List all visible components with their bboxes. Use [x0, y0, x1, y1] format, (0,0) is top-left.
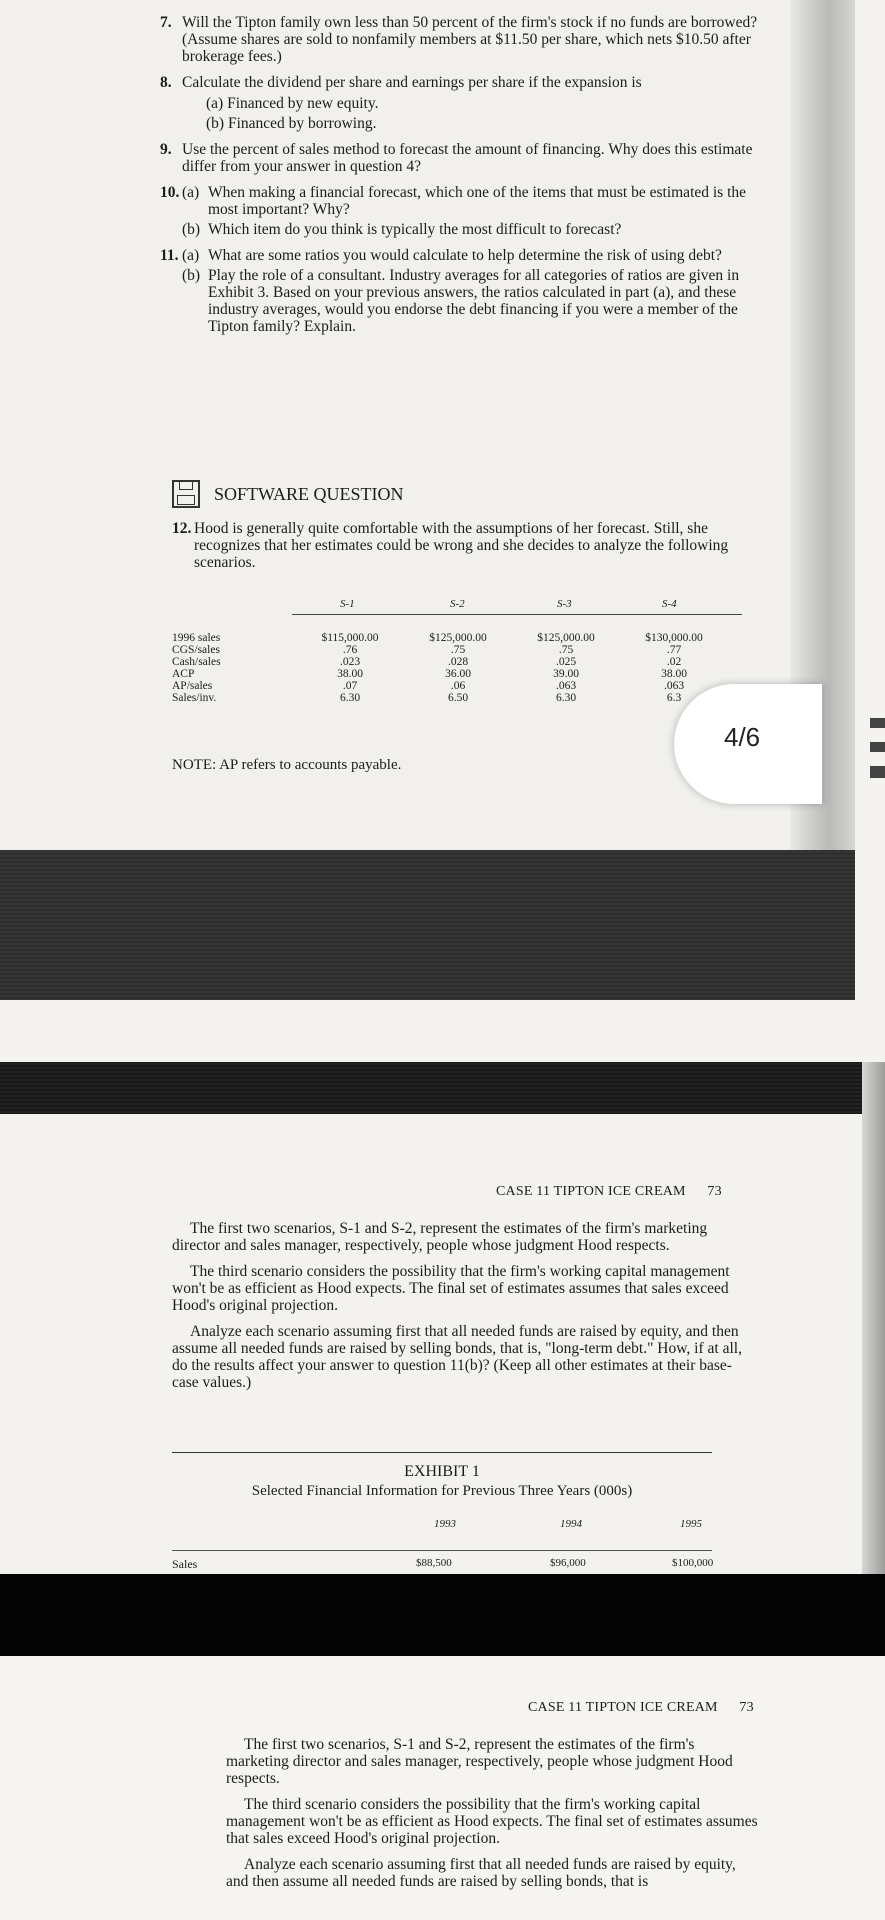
- question-12: [172, 520, 762, 571]
- exhibit-row-label: Sales: [172, 1557, 198, 1571]
- table-cell: .07: [342, 680, 358, 692]
- table-cell: .77: [666, 644, 682, 656]
- question-number: 8.: [160, 74, 172, 91]
- paragraph: Analyze each scenario assuming first that all needed funds are raised by equity, and then assume all needed funds are raised by selling bonds, that is: [226, 1856, 736, 1890]
- floppy-disk-icon: [172, 480, 200, 508]
- photo-black-band: [0, 1574, 885, 1656]
- table-cell: .76: [342, 644, 358, 656]
- sub-text: Play the role of a consultant. Industry averages for all categories of ratios are given in Exhibit 3. Based on your previous answers, the ratios calculated in part (a), and these industry averages, would you endorse the debt financing if you were a member of the Tipton family? Explain.: [208, 267, 740, 335]
- table-cell: .75: [558, 644, 574, 656]
- table-cell: .023: [339, 656, 361, 668]
- table-column-header: S-2: [450, 598, 465, 610]
- page-number: 73: [707, 1184, 722, 1199]
- body-text: [226, 1736, 760, 1912]
- table-row-label: Cash/sales: [172, 656, 221, 668]
- table-cell: 36.00: [445, 668, 471, 680]
- running-head: [496, 1184, 722, 1200]
- question-number: 9.: [160, 141, 172, 158]
- software-question-heading: [172, 480, 404, 508]
- table-cell: 6.3: [666, 692, 682, 704]
- software-heading-text: SOFTWARE QUESTION: [214, 483, 404, 504]
- paragraph: The third scenario considers the possibility that the firm's working capital management won't be as efficient as Hood expects. The final set of estimates assumes that sales exceed Hood's original projection.: [226, 1796, 758, 1847]
- photo-dark-region: [0, 850, 855, 1000]
- sub-text: When making a financial forecast, which one of the items that must be estimated is the most important? Why?: [208, 184, 747, 218]
- table-cell: 6.30: [555, 692, 577, 704]
- table-cell: $130,000.00: [645, 632, 703, 644]
- exhibit-cell: $96,000: [550, 1557, 586, 1569]
- page-edge-shadow: [862, 1062, 885, 1574]
- table-row-label: 1996 sales: [172, 632, 221, 644]
- table-cell: .063: [555, 680, 577, 692]
- sub-option: (b) Financed by borrowing.: [206, 115, 377, 132]
- table-cell: 38.00: [337, 668, 363, 680]
- page-gap: [0, 1000, 885, 1062]
- question-9: [160, 141, 760, 175]
- table-cell: .75: [450, 644, 466, 656]
- table-cell: 6.50: [447, 692, 469, 704]
- sub-text: What are some ratios you would calculate to help determine the risk of using debt?: [208, 247, 722, 264]
- table-cell: 38.00: [661, 668, 687, 680]
- exhibit-1: [172, 1452, 712, 1577]
- table-column-header: S-4: [662, 598, 677, 610]
- sub-label: (b): [182, 267, 201, 284]
- body-text: [172, 1220, 746, 1400]
- question-7: [160, 14, 760, 65]
- exhibit-column-headers: [172, 1510, 712, 1551]
- exhibit-title: EXHIBIT 1: [404, 1463, 480, 1480]
- table-cell: .02: [666, 656, 682, 668]
- paragraph: Analyze each scenario assuming first that all needed funds are raised by equity, and then assume all needed funds are raised by selling bonds, that is, "long-term debt." How, if at all, do the results affect your answer to question 11(b)? (Keep all other estimates at their base-case values.): [172, 1323, 742, 1391]
- table-cell: $125,000.00: [537, 632, 595, 644]
- table-column-header: S-3: [557, 598, 572, 610]
- table-row-label: ACP: [172, 668, 195, 680]
- question-8: [160, 74, 760, 132]
- exhibit-cell: $100,000: [672, 1557, 714, 1569]
- photo-dark-region: [0, 1062, 862, 1114]
- exhibit-year: 1995: [680, 1518, 702, 1530]
- question-text: Hood is generally quite comfortable with the assumptions of her forecast. Still, she recognizes that her estimates could be wrong and she decides to analyze the following scenarios.: [194, 520, 729, 571]
- question-number: 10.: [160, 184, 180, 201]
- page-indicator-text: 4/6: [724, 722, 761, 752]
- question-number: 11.: [160, 247, 179, 264]
- running-head-text: CASE 11 TIPTON ICE CREAM: [528, 1700, 718, 1715]
- sub-text: Which item do you think is typically the most difficult to forecast?: [208, 221, 622, 238]
- table-row-label: AP/sales: [172, 680, 213, 692]
- table-cell: 6.30: [339, 692, 361, 704]
- table-row-label: CGS/sales: [172, 644, 220, 656]
- question-text: Will the Tipton family own less than 50 percent of the firm's stock if no funds are borrowed? (Assume shares are sold to nonfamily members at $11.50 per share, which nets $10.50 after brokerage fees.): [182, 14, 758, 65]
- table-cell: .028: [447, 656, 469, 668]
- sub-option: (a) Financed by new equity.: [206, 95, 379, 112]
- table-cell: .06: [450, 680, 466, 692]
- table-cell: .025: [555, 656, 577, 668]
- table-cell: .063: [663, 680, 685, 692]
- question-text: Calculate the dividend per share and earnings per share if the expansion is: [182, 74, 642, 91]
- running-head-text: CASE 11 TIPTON ICE CREAM: [496, 1184, 686, 1199]
- sub-label: (a): [182, 184, 200, 201]
- table-cell: 39.00: [553, 668, 579, 680]
- table-row-label: Sales/inv.: [172, 692, 217, 704]
- paragraph: The first two scenarios, S-1 and S-2, represent the estimates of the firm's marketing director and sales manager, respectively, people whose judgment Hood respects.: [226, 1736, 733, 1787]
- questions-block: [160, 14, 760, 344]
- running-head: [528, 1700, 754, 1716]
- table-rule: [292, 614, 742, 615]
- question-10: [160, 184, 760, 238]
- table-column-header: S-1: [340, 598, 355, 610]
- table-note: NOTE: AP refers to accounts payable.: [172, 757, 402, 773]
- table-cell: $115,000.00: [321, 632, 379, 644]
- paragraph: The third scenario considers the possibility that the firm's working capital management won't be as efficient as Hood expects. The final set of estimates assumes that sales exceed Hood's original projection.: [172, 1263, 730, 1314]
- exhibit-rule: [172, 1452, 712, 1453]
- table-cell: $125,000.00: [429, 632, 487, 644]
- question-11: [160, 247, 760, 335]
- paragraph: The first two scenarios, S-1 and S-2, represent the estimates of the firm's marketing director and sales manager, respectively, people whose judgment Hood respects.: [172, 1220, 708, 1254]
- exhibit-year: 1993: [434, 1518, 456, 1530]
- question-number: 7.: [160, 14, 172, 31]
- page-number: 73: [739, 1700, 754, 1715]
- exhibit-cell: $88,500: [416, 1557, 452, 1569]
- question-number: 12.: [172, 520, 192, 537]
- more-options-icon[interactable]: [870, 718, 885, 778]
- question-text: Use the percent of sales method to forecast the amount of financing. Why does this estimate differ from your answer in question 4?: [182, 141, 753, 175]
- exhibit-year: 1994: [560, 1518, 582, 1530]
- sub-label: (b): [182, 221, 201, 238]
- page-indicator: [674, 684, 822, 804]
- exhibit-subtitle: Selected Financial Information for Previous Three Years (000s): [251, 1483, 633, 1499]
- sub-label: (a): [182, 247, 200, 264]
